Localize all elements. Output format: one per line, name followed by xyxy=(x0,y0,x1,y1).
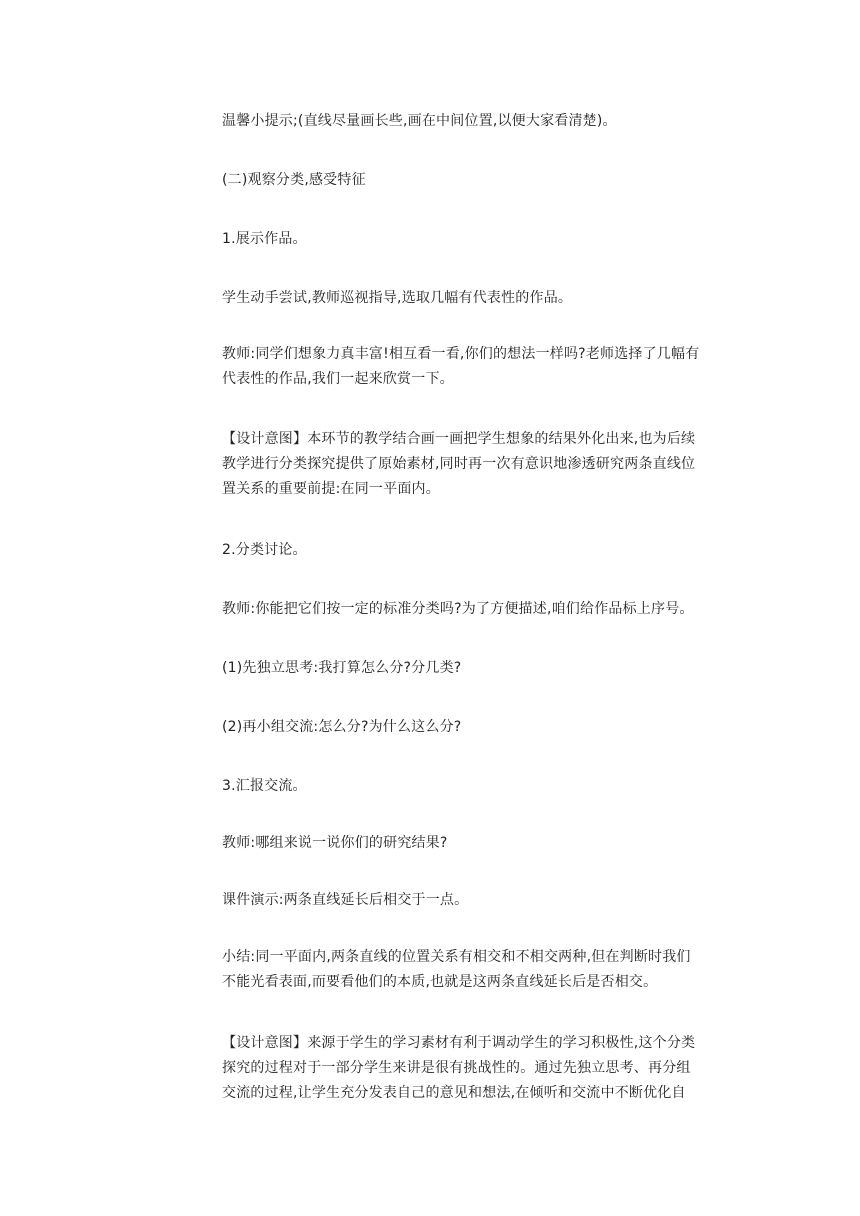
text-line: 1.展示作品。 xyxy=(222,231,307,247)
text-line: 交流的过程,让学生充分发表自己的意见和想法,在倾听和交流中不断优化自 xyxy=(222,1085,686,1101)
tip-paragraph xyxy=(222,109,742,134)
text-line: 小结:同一平面内,两条直线的位置关系有相交和不相交两种,但在判断时我们 xyxy=(222,949,691,965)
body-paragraph xyxy=(222,656,742,681)
text-line: 课件演示:两条直线延长后相交于一点。 xyxy=(222,892,469,908)
summary-paragraph xyxy=(222,945,742,995)
body-paragraph xyxy=(222,831,742,856)
body-paragraph xyxy=(222,888,742,913)
text-line: 3.汇报交流。 xyxy=(222,778,307,794)
step-heading xyxy=(222,538,742,563)
text-line: 学生动手尝试,教师巡视指导,选取几幅有代表性的作品。 xyxy=(222,290,573,306)
text-line: (1)先独立思考:我打算怎么分?分几类? xyxy=(222,660,462,676)
text-line: 置关系的重要前提:在同一平面内。 xyxy=(222,481,440,497)
text-line: 温馨小提示;(直线尽量画长些,画在中间位置,以便大家看清楚)。 xyxy=(222,113,617,129)
text-line: 不能光看表面,而要看他们的本质,也就是这两条直线延长后是否相交。 xyxy=(222,974,658,990)
body-paragraph xyxy=(222,286,742,311)
body-paragraph xyxy=(222,342,742,392)
text-line: 代表性的作品,我们一起来欣赏一下。 xyxy=(222,371,454,387)
text-line: (2)再小组交流:怎么分?为什么这么分? xyxy=(222,719,462,735)
text-line: 【设计意图】来源于学生的学习素材有利于调动学生的学习积极性,这个分类 xyxy=(222,1035,696,1051)
text-line: 教师:你能把它们按一定的标准分类吗?为了方便描述,咱们给作品标上序号。 xyxy=(222,601,694,617)
body-paragraph xyxy=(222,715,742,740)
design-intent-paragraph xyxy=(222,1031,742,1106)
step-heading xyxy=(222,227,742,252)
text-line: 教学进行分类探究提供了原始素材,同时再一次有意识地渗透研究两条直线位 xyxy=(222,456,696,472)
text-line: 探究的过程对于一部分学生来讲是很有挑战性的。通过先独立思考、再分组 xyxy=(222,1060,691,1076)
text-line: 【设计意图】本环节的教学结合画一画把学生想象的结果外化出来,也为后续 xyxy=(222,431,696,447)
text-line: 教师:哪组来说一说你们的研究结果? xyxy=(222,835,448,851)
design-intent-paragraph xyxy=(222,427,742,502)
body-paragraph xyxy=(222,597,742,622)
text-line: 2.分类讨论。 xyxy=(222,542,307,558)
section-heading xyxy=(222,168,742,193)
text-line: (二)观察分类,感受特征 xyxy=(222,172,366,188)
text-line: 教师:同学们想象力真丰富!相互看一看,你们的想法一样吗?老师选择了几幅有 xyxy=(222,346,700,362)
step-heading xyxy=(222,774,742,799)
